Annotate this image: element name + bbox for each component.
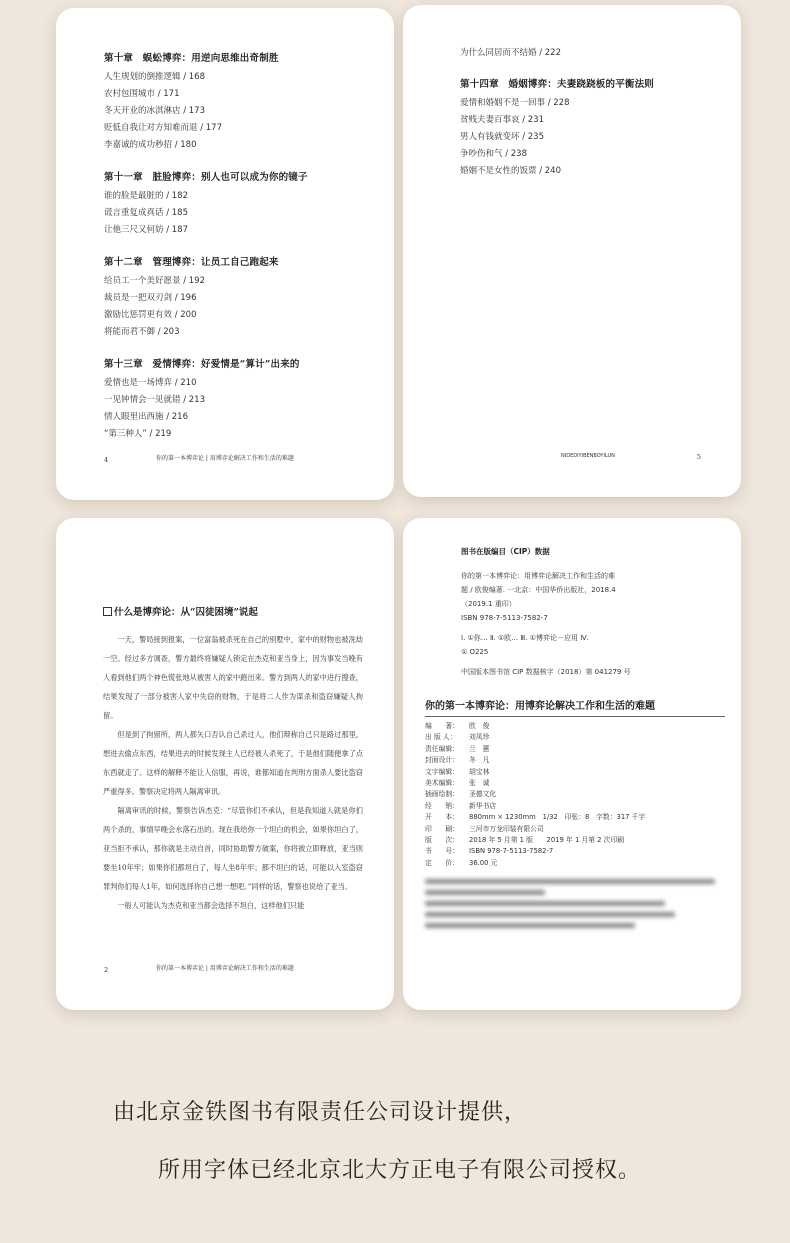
running-footer: NIDEDIYIBENBOYILUN <box>561 453 615 459</box>
credit-row: 定 价： 36.00 元 <box>425 858 498 867</box>
toc-item: 裁员是一把双刃剑 / 196 <box>104 293 197 303</box>
cip-record <box>461 569 725 679</box>
credit-row: 开 本： 880mm × 1230mm 1/32 印张：8 字数：317 千字 <box>425 813 646 822</box>
cip-line: Ⅰ. ①你… Ⅱ. ①欧… Ⅲ. ①博弈论－应用 Ⅳ. <box>461 634 589 642</box>
running-footer: 你的第一本博弈论 | 用博弈论解决工作和生活的难题 <box>156 455 294 462</box>
toc-chapter <box>104 254 374 341</box>
cip-line: 你的第一本博弈论：用博弈论解决工作和生活的难 <box>461 572 615 580</box>
chapter-title: 第十章 蜈蚣博弈：用逆向思维出奇制胜 <box>104 53 279 64</box>
book-page-toc-left <box>56 8 394 500</box>
toc-item: 让他三尺又何妨 / 187 <box>104 225 188 235</box>
toc-item: 农村包围城市 / 171 <box>104 89 180 99</box>
caption-line: 由北京金铁图书有限责任公司设计提供， <box>113 1100 528 1125</box>
credit-row: 美术编辑： 张 诚 <box>425 779 490 788</box>
toc-item: 争吵伤和气 / 238 <box>460 149 527 159</box>
paragraph: 但是到了拘留所，两人都矢口否认自己杀过人，他们辩称自己只是路过那里，想进去偷点东西，结果进去的时候发现主人已经被人杀死了，于是他们随便拿了点东西就走了。这样的解释不能让人信服，再说，谁都知道在判刑方面杀人要比盗窃严重得多。警察决定将两人隔离审讯。 <box>103 730 363 796</box>
page-number: 4 <box>104 456 109 464</box>
toc-chapter <box>104 356 374 443</box>
credit-row: 书 号： ISBN 978-7-5113-7582-7 <box>425 847 554 856</box>
toc-item: 贬低自我让对方知难而退 / 177 <box>104 123 222 133</box>
toc-chapter <box>104 50 374 154</box>
toc-chapter <box>460 76 730 180</box>
toc-item: 将能而君不御 / 203 <box>104 327 180 337</box>
toc-item: 李嘉诚的成功秒招 / 180 <box>104 140 197 150</box>
toc-item: 爱情和婚姻不是一回事 / 228 <box>460 98 570 108</box>
section-title: 什么是博弈论：从“囚徒困境”说起 <box>103 604 363 618</box>
caption-line: 所用字体已经北京北大方正电子有限公司授权。 <box>158 1158 642 1183</box>
cip-line: ISBN 978-7-5113-7582-7 <box>461 614 548 622</box>
page-number: 5 <box>696 453 701 461</box>
toc-item: 谎言重复成真话 / 185 <box>104 208 188 218</box>
cip-block <box>425 546 725 934</box>
chapter-title: 第十一章 脏脸博弈：别人也可以成为你的镜子 <box>104 172 308 183</box>
credit-row: 插画绘制： 圣德文化 <box>425 790 497 799</box>
paragraph: 一般人可能认为杰克和亚当都会选择不坦白，这样他们只能 <box>117 901 305 910</box>
credit-row: 编 著： 欧 俊 <box>425 722 490 730</box>
checkbox-glyph-icon <box>103 607 112 616</box>
toc-item: 贫贱夫妻百事哀 / 231 <box>460 115 544 125</box>
credit-row: 印 刷： 三河市万龙印装有限公司 <box>425 824 544 833</box>
book-page-toc-right <box>403 5 741 497</box>
blurred-publisher-info <box>425 879 725 928</box>
credit-row: 封面设计： 冬 凡 <box>425 756 490 765</box>
toc-item: 男人有钱就变坏 / 235 <box>460 132 544 142</box>
toc-item: 冬天开业的冰淇淋店 / 173 <box>104 106 205 116</box>
credit-row: 版 次： 2018 年 5 月第 1 版 2019 年 1 月第 2 次印刷 <box>425 836 625 845</box>
credit-row: 责任编辑： 兰 蕙 <box>425 744 490 753</box>
toc-item: 一见钟情会一见就错 / 213 <box>104 395 205 405</box>
page-number: 2 <box>104 966 109 974</box>
book-title: 你的第一本博弈论：用博弈论解决工作和生活的难题 <box>425 697 725 717</box>
cip-number: 中国版本图书馆 CIP 数据核字（2018）第 041279 号 <box>461 668 631 676</box>
cip-line: （2019.1 重印） <box>461 600 516 608</box>
toc-item: 谁的脸是最脏的 / 182 <box>104 191 188 201</box>
toc-item: 激励比惩罚更有效 / 200 <box>104 310 197 320</box>
toc-chapter <box>104 169 374 239</box>
toc-item: 婚姻不是女性的饭票 / 240 <box>460 166 561 176</box>
credit-row: 经 销： 新华书店 <box>425 801 497 810</box>
body-text <box>103 604 363 915</box>
chapter-title: 第十三章 爱情博弈：好爱情是“算计”出来的 <box>104 359 300 370</box>
cip-line: ① O225 <box>461 648 489 656</box>
toc-item: 为什么同居而不结婚 / 222 <box>460 48 561 58</box>
paragraph: 隔离审讯的时候，警察告诉杰克：“尽管你们不承认，但是我知道人就是你们两个杀的，事情早晚会水落石出的。现在我给你一个坦白的机会，如果你坦白了，亚当拒不承认，那你就是主动自首，同时协助警方破案，你将被立即释放，亚当则要坐10年牢；如果你们都坦白了，每人坐8年牢；都不坦白的话，可能以入室盗窃罪判你们每人1年，如何选择你自己想一想吧。”同样的话，警察也说给了亚当。 <box>103 806 363 891</box>
toc-item: 给员工一个美好愿景 / 192 <box>104 276 205 286</box>
toc-item: “第三种人” / 219 <box>104 429 172 439</box>
credits-list <box>425 721 725 869</box>
book-page-body <box>56 518 394 1010</box>
credit-row: 文字编辑： 胡宝林 <box>425 767 490 776</box>
credit-row: 出 版 人： 刘凤珍 <box>425 733 490 742</box>
toc-list <box>460 45 730 195</box>
running-footer: 你的第一本博弈论 | 用博弈论解决工作和生活的难题 <box>156 965 294 972</box>
chapter-title: 第十二章 管理博弈：让员工自己跑起来 <box>104 257 279 268</box>
cip-line: 题 / 欧俊编著. 一北京：中国华侨出版社，2018.4 <box>461 586 616 594</box>
toc-list <box>104 50 374 458</box>
toc-item: 情人眼里出西施 / 216 <box>104 412 188 422</box>
paragraph: 一天，警局接到报案，一位富翁被杀死在自己的别墅中，家中的财物也被洗劫一空。经过多方调查，警方最终将嫌疑人锁定在杰克和亚当身上，因为事发当晚有人看到他们两个神色慌张地从被害人的家中跑出来。警方到两人的家中进行搜查，结果发现了一部分被害人家中失窃的财物，于是将二人作为谋杀和盗窃嫌疑人拘留。 <box>103 635 363 720</box>
toc-item: 爱情也是一场博弈 / 210 <box>104 378 197 388</box>
toc-item: 人生规划的倒推逻辑 / 168 <box>104 72 205 82</box>
book-page-copyright <box>403 518 741 1010</box>
cip-heading: 图书在版编目（CIP）数据 <box>461 547 550 556</box>
chapter-title: 第十四章 婚姻博弈：夫妻跷跷板的平衡法则 <box>460 79 655 90</box>
